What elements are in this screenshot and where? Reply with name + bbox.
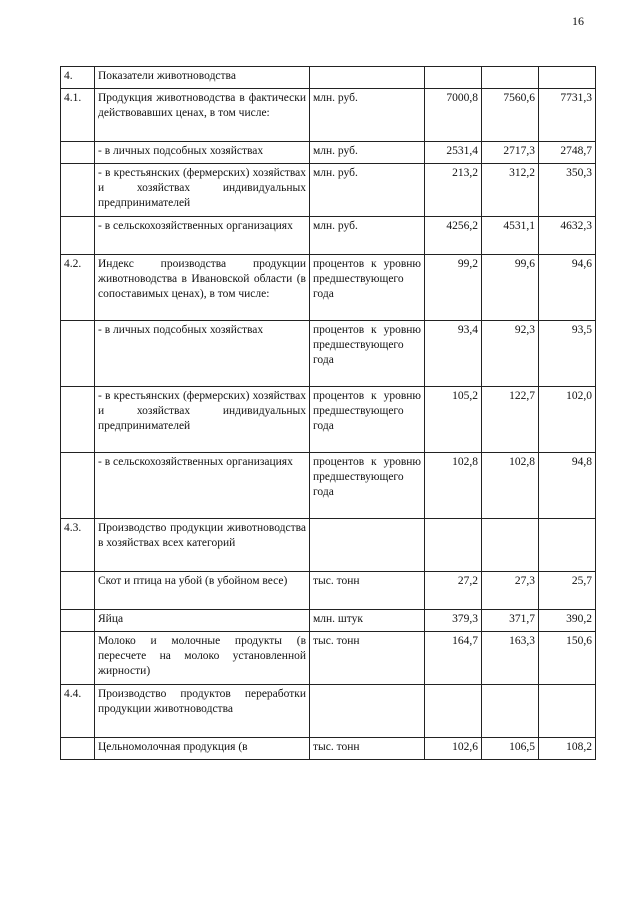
row-number bbox=[61, 572, 95, 610]
table-row bbox=[61, 164, 596, 217]
indicator-name: Яйца bbox=[95, 610, 310, 632]
value-year-1: 27,2 bbox=[425, 572, 482, 610]
value-year-1: 164,7 bbox=[425, 632, 482, 685]
value-year-3: 4632,3 bbox=[539, 217, 596, 255]
row-number bbox=[61, 387, 95, 453]
table-row bbox=[61, 610, 596, 632]
unit-of-measure bbox=[310, 685, 425, 738]
value-year-3: 94,8 bbox=[539, 453, 596, 519]
row-number bbox=[61, 164, 95, 217]
table-row bbox=[61, 632, 596, 685]
indicator-name: Скот и птица на убой (в убойном весе) bbox=[95, 572, 310, 610]
unit-of-measure: процентов к уровню предшествующего года bbox=[310, 387, 425, 453]
indicator-name: Производство продуктов переработки продукции животноводства bbox=[95, 685, 310, 738]
value-year-3: 108,2 bbox=[539, 738, 596, 760]
table-row bbox=[61, 142, 596, 164]
indicator-name: Молоко и молочные продукты (в пересчете на молоко установленной жирности) bbox=[95, 632, 310, 685]
unit-of-measure bbox=[310, 67, 425, 89]
indicator-name: - в личных подсобных хозяйствах bbox=[95, 142, 310, 164]
value-year-3 bbox=[539, 67, 596, 89]
row-number: 4.2. bbox=[61, 255, 95, 321]
value-year-3: 94,6 bbox=[539, 255, 596, 321]
value-year-2: 371,7 bbox=[482, 610, 539, 632]
indicator-name: Индекс производства продукции животноводства в Ивановской области (в сопоставимых ценах), в том числе: bbox=[95, 255, 310, 321]
page-number: 16 bbox=[572, 14, 584, 28]
value-year-1: 213,2 bbox=[425, 164, 482, 217]
table-row bbox=[61, 89, 596, 142]
value-year-2: 27,3 bbox=[482, 572, 539, 610]
indicator-name: - в крестьянских (фермерских) хозяйствах и хозяйствах индивидуальных предпринимателей bbox=[95, 164, 310, 217]
value-year-3 bbox=[539, 519, 596, 572]
table-row bbox=[61, 255, 596, 321]
row-number bbox=[61, 453, 95, 519]
value-year-2: 312,2 bbox=[482, 164, 539, 217]
value-year-1: 7000,8 bbox=[425, 89, 482, 142]
value-year-1: 379,3 bbox=[425, 610, 482, 632]
value-year-3: 2748,7 bbox=[539, 142, 596, 164]
value-year-1: 2531,4 bbox=[425, 142, 482, 164]
unit-of-measure: тыс. тонн bbox=[310, 738, 425, 760]
table-row bbox=[61, 387, 596, 453]
value-year-2: 99,6 bbox=[482, 255, 539, 321]
row-number: 4.3. bbox=[61, 519, 95, 572]
row-number bbox=[61, 321, 95, 387]
value-year-1: 102,6 bbox=[425, 738, 482, 760]
indicator-name: - в крестьянских (фермерских) хозяйствах и хозяйствах индивидуальных предпринимателей bbox=[95, 387, 310, 453]
table-row bbox=[61, 217, 596, 255]
table-row bbox=[61, 321, 596, 387]
value-year-2: 2717,3 bbox=[482, 142, 539, 164]
value-year-2: 102,8 bbox=[482, 453, 539, 519]
indicator-name: Производство продукции животноводства в хозяйствах всех категорий bbox=[95, 519, 310, 572]
unit-of-measure: млн. руб. bbox=[310, 164, 425, 217]
table-row bbox=[61, 453, 596, 519]
value-year-1: 102,8 bbox=[425, 453, 482, 519]
indicator-name: Показатели животноводства bbox=[95, 67, 310, 89]
indicator-name: - в сельскохозяйственных организациях bbox=[95, 453, 310, 519]
value-year-1 bbox=[425, 685, 482, 738]
value-year-3 bbox=[539, 685, 596, 738]
value-year-2 bbox=[482, 519, 539, 572]
unit-of-measure bbox=[310, 519, 425, 572]
value-year-1 bbox=[425, 519, 482, 572]
value-year-1 bbox=[425, 67, 482, 89]
value-year-2 bbox=[482, 685, 539, 738]
value-year-2: 122,7 bbox=[482, 387, 539, 453]
value-year-1: 93,4 bbox=[425, 321, 482, 387]
table-row bbox=[61, 519, 596, 572]
unit-of-measure: процентов к уровню предшествующего года bbox=[310, 453, 425, 519]
unit-of-measure: тыс. тонн bbox=[310, 572, 425, 610]
row-number bbox=[61, 632, 95, 685]
row-number: 4. bbox=[61, 67, 95, 89]
table-body bbox=[61, 67, 596, 760]
value-year-3: 93,5 bbox=[539, 321, 596, 387]
unit-of-measure: процентов к уровню предшествующего года bbox=[310, 321, 425, 387]
value-year-3: 102,0 bbox=[539, 387, 596, 453]
value-year-1: 4256,2 bbox=[425, 217, 482, 255]
row-number bbox=[61, 142, 95, 164]
unit-of-measure: млн. руб. bbox=[310, 142, 425, 164]
indicator-name: - в сельскохозяйственных организациях bbox=[95, 217, 310, 255]
unit-of-measure: тыс. тонн bbox=[310, 632, 425, 685]
row-number: 4.1. bbox=[61, 89, 95, 142]
value-year-2: 106,5 bbox=[482, 738, 539, 760]
row-number: 4.4. bbox=[61, 685, 95, 738]
value-year-2: 4531,1 bbox=[482, 217, 539, 255]
indicators-table bbox=[60, 66, 596, 760]
table-row bbox=[61, 572, 596, 610]
unit-of-measure: млн. руб. bbox=[310, 217, 425, 255]
unit-of-measure: процентов к уровню предшествующего года bbox=[310, 255, 425, 321]
indicator-name: - в личных подсобных хозяйствах bbox=[95, 321, 310, 387]
unit-of-measure: млн. руб. bbox=[310, 89, 425, 142]
value-year-1: 99,2 bbox=[425, 255, 482, 321]
value-year-2: 92,3 bbox=[482, 321, 539, 387]
value-year-3: 25,7 bbox=[539, 572, 596, 610]
row-number bbox=[61, 738, 95, 760]
row-number bbox=[61, 217, 95, 255]
indicator-name: Продукция животноводства в фактически действовавших ценах, в том числе: bbox=[95, 89, 310, 142]
indicator-name: Цельномолочная продукция (в bbox=[95, 738, 310, 760]
value-year-1: 105,2 bbox=[425, 387, 482, 453]
value-year-2 bbox=[482, 67, 539, 89]
table-row bbox=[61, 738, 596, 760]
value-year-2: 7560,6 bbox=[482, 89, 539, 142]
table-row bbox=[61, 67, 596, 89]
value-year-3: 350,3 bbox=[539, 164, 596, 217]
value-year-3: 390,2 bbox=[539, 610, 596, 632]
unit-of-measure: млн. штук bbox=[310, 610, 425, 632]
value-year-2: 163,3 bbox=[482, 632, 539, 685]
value-year-3: 7731,3 bbox=[539, 89, 596, 142]
table-row bbox=[61, 685, 596, 738]
row-number bbox=[61, 610, 95, 632]
value-year-3: 150,6 bbox=[539, 632, 596, 685]
